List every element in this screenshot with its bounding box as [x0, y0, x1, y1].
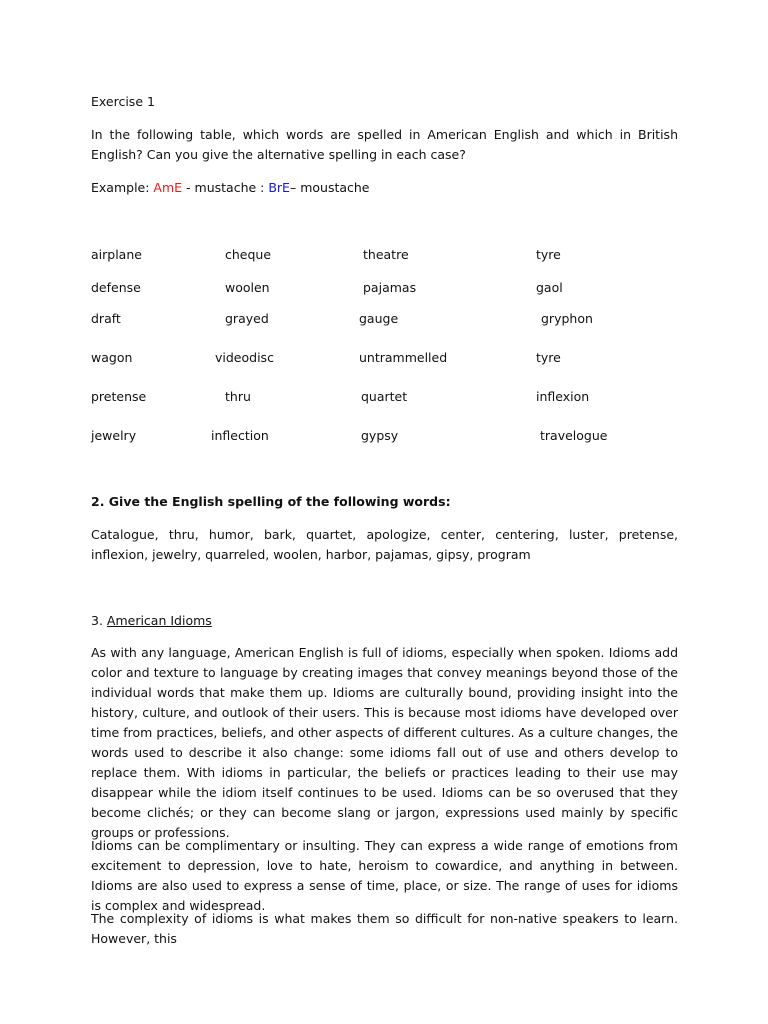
table-cell: gauge	[359, 311, 399, 326]
idioms-paragraph-3: The complexity of idioms is what makes them so difficult for non-native speakers to learn. However, this	[91, 911, 678, 946]
section3-title: American Idioms	[106, 613, 212, 628]
table-cell: gypsy	[361, 428, 399, 443]
ame-text: - mustache :	[182, 180, 269, 195]
table-cell: gaol	[536, 280, 563, 295]
idioms-paragraph-2: Idioms can be complimentary or insulting. They can express a wide range of emotions from excitement to depression, love to hate, heroism to cowardice, and anything in between. Idioms are also used to express a sense of time, place, or size. The range of uses for idioms is complex and widespread.	[91, 838, 678, 913]
table-cell: pretense	[91, 389, 147, 404]
section3-number: 3.	[91, 613, 107, 628]
idioms-paragraph-1: As with any language, American English is full of idioms, especially when spoken. Idioms add color and texture to language by creating images that convey meanings beyond those of the individual words that make them up. Idioms are culturally bound, providing insight into the history, culture, and outlook of their users. This is because most idioms have developed over time from practices, beliefs, and other aspects of different cultures. As a culture changes, the words used to describe it also change: some idioms fall out of use and others develop to replace them. With idioms in particular, the beliefs or practices leading to their use may disappear while the idiom itself continues to be used. Idioms can be so overused that they become clichés; or they can become slang or jargon, expressions used mainly by specific groups or professions.	[91, 645, 678, 840]
table-cell: grayed	[225, 311, 269, 326]
table-cell: defense	[91, 280, 141, 295]
table-cell: tyre	[536, 247, 561, 262]
table-cell: pajamas	[363, 280, 417, 295]
table-cell: videodisc	[215, 350, 274, 365]
table-cell: airplane	[91, 247, 142, 262]
table-cell: travelogue	[540, 428, 608, 443]
table-cell: jewelry	[91, 428, 137, 443]
table-cell: woolen	[225, 280, 270, 295]
table-cell: wagon	[91, 350, 133, 365]
bre-text: – moustache	[289, 180, 370, 195]
section2-word-list: Catalogue, thru, humor, bark, quartet, apologize, center, centering, luster, pretense, inflexion, jewelry, quarreled, woolen, harbor, pajamas, gipsy, program	[91, 527, 678, 562]
section3-heading	[91, 611, 212, 631]
example-line	[91, 178, 370, 198]
table-cell: thru	[225, 389, 251, 404]
ame-label: AmE	[153, 180, 183, 195]
table-cell: gryphon	[541, 311, 593, 326]
bre-label: BrE	[268, 180, 290, 195]
table-cell: cheque	[225, 247, 272, 262]
table-cell: inflexion	[536, 389, 590, 404]
table-cell: inflection	[211, 428, 269, 443]
table-cell: tyre	[536, 350, 561, 365]
example-prefix: Example:	[91, 180, 154, 195]
exercise-question: In the following table, which words are spelled in American English and which in British English? Can you give the alternative spelling in each case?	[91, 127, 678, 162]
table-cell: untrammelled	[359, 350, 448, 365]
table-cell: quartet	[361, 389, 408, 404]
table-cell: theatre	[363, 247, 409, 262]
section2-heading: 2. Give the English spelling of the following words:	[91, 494, 451, 509]
table-cell: draft	[91, 311, 121, 326]
exercise-title: Exercise 1	[91, 94, 155, 109]
